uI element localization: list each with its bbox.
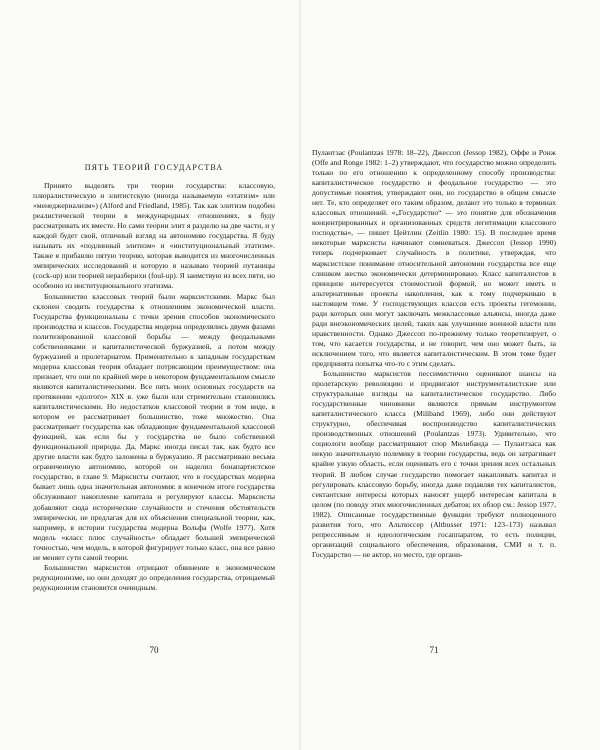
paragraph: Большинство классовых теорий были марксистскими. Маркс был склонен сводить государства к отношениям экономической власти. Государства функциональны с точки зрения способов экономического производства и классов. Государства модерна определялись двумя фазами политизированной классовой борьбы — между феодальными собственниками и капиталистической буржуазией, а потом между буржуазией и пролетариатом. Применительно к западным государствам модерна классовая теория обладает потрясающим преимуществом: она признает, что они по крайней мере в некотором фундаментальном смысле являются капиталистическими. Все пять моих основных государств на протяжении «долгого» XIX в. уже были или стремительно становились капиталистическими. Но недостатков классовой теории в том виде, в котором ее рассматривает большинство, тоже множество. Она рассматривает государства как обладающие фундаментальной классовой функцией, как если бы у государства не было собственной функциональной природы. Да, Маркс иногда писал так, как будто все другие власти как будто заложены в буржуазию. Я рассматриваю весьма ограниченную автономию, которой он наделил бонапартистское государство, в главе 9. Марксисты считают, что в государствах модерна бывает лишь одна значительная автономия: в конечном итоге государства обслуживают накопление капитала и регулируют классы. Марксисты добавляют сюда исторические случайности и стечения обстоятельств эмпирически, не предлагая для их объяснения специальной теории, как, например, в истории государства модерна Вольфа (Wolfe 1977). Хотя модель «класс плюс случайность» обладает большей эмпирической точностью, чем модель, в которой фигурирует только класс, она все равно не меняет сути самой теории.: [33, 291, 275, 562]
right-page-body: [312, 148, 556, 560]
page-number-right: 71: [429, 645, 439, 655]
chapter-title: ПЯТЬ ТЕОРИЙ ГОСУДАРСТВА: [84, 163, 224, 172]
paragraph: Принято выделять три теории государства: классовую, плюралистическую и элитистскую (иногда называемую «этатизм» или «менеджериализм») (Alford and Friedland, 1985). Так как элитизм подобен реалистической теории в международных отношениях, я буду рассматривать их вместе. Но сами теории элит я разделю на две части, и у каждой будет свой, отличный взгляд на автономию государства. Я буду называть их «подлинный элитизм» и «институциональный этатизм». Также я прибавлю пятую теорию, которая выводится из многочисленных эмпирических исследований и которую я называю теорией путаницы (cock-up) или теорией неразберихи (foul-up). Я заимствую из всех пяти, но особенно из институционального этатизма.: [33, 181, 275, 291]
page-number-left: 70: [149, 645, 159, 655]
paragraph: Большинство марксистов отрицают обвинение в экономическом редукционизме, но они доходят до определения государства, отрицаемый редукционизм становится очевидным.: [33, 562, 275, 592]
paragraph: Пулантзас (Poulantzas 1978: 18–22), Джессоп (Jessop 1982), Оффе и Ронж (Offe and Ronge 1982: 1–2) утверждают, что государство можно определить только по его отношению к определенному способу производства: капиталистическое государство и феодальное государство — это допустимые понятия, утверждают они, но государство в общем смысле нет. Те, кто определяет его таким образом, делают это только в терминах классовых отношений. «„Государство“ — это понятие для обозначения концентрированных и организованных средств легитимации классового господства», — пишет Цейтлин (Zeitlin 1980: 15). В последнее время некоторые марксисты начинают сомневаться. Джессоп (Jessop 1990) теперь подчеркивает случайность в политике, утверждая, что марксистское понимание относительной автономии государства все еще слишком жестко экономически детерминировано. Класс капиталистов в принципе интересуется стоимостной формой, но может иметь и альтернативные проекты накопления, как к тому подчеркиваю в настоящем томе. У господствующих классов есть проекты гегемонии, ради которых они могут заключать межклассовые альянсы, иногда даже ради внеэкономических целей, таких как улучшение военной власти или нравственности. Однако Джессоп по-прежнему только теоретизирует, о том, что касается государства, и не говорит, чем оно может быть, за исключением того, что является капиталистическим. В этом томе будет предпринята попытка что-то с этим сделать.: [312, 148, 556, 368]
left-page-body: [33, 181, 275, 593]
paragraph: Большинство марксистов пессимистично оценивают шансы на пролетарскую революцию и продвигают инструменталистские или структуральные взгляды на капиталистическое государство. Либо государственные чиновники являются прямым инструментом капиталистического класса (Miliband 1969), либо они действуют структурно, обеспечивая воспроизводство капиталистических производственных отношений (Poulantzas 1973). Удивительно, что социологи вообще рассматривают спор Милибанда — Пулантзаса как некую значительную полемику в теории государства, ведь он затрагивает крайне узкую область, если оценивать его с точки зрения всех остальных теорий. В любом случае государство помогает накапливать капитал и регулировать классовую борьбу, иногда даже подавляя тех капиталистов, сектантские интересы которых наносят ущерб интересам капитала в целом (по поводу этих многочисленных дебатов; их обзор см.: Jessop 1977, 1982). Описанные государственные функции требуют полноценного развития того, что Альтюссер (Althusser 1971: 123–173) называл репрессивным и идеологическим госаппаратом, то есть полиции, организаций социального обеспечения, образования, СМИ и т. п. Государство — не актор, но место, где органи-: [312, 369, 556, 559]
